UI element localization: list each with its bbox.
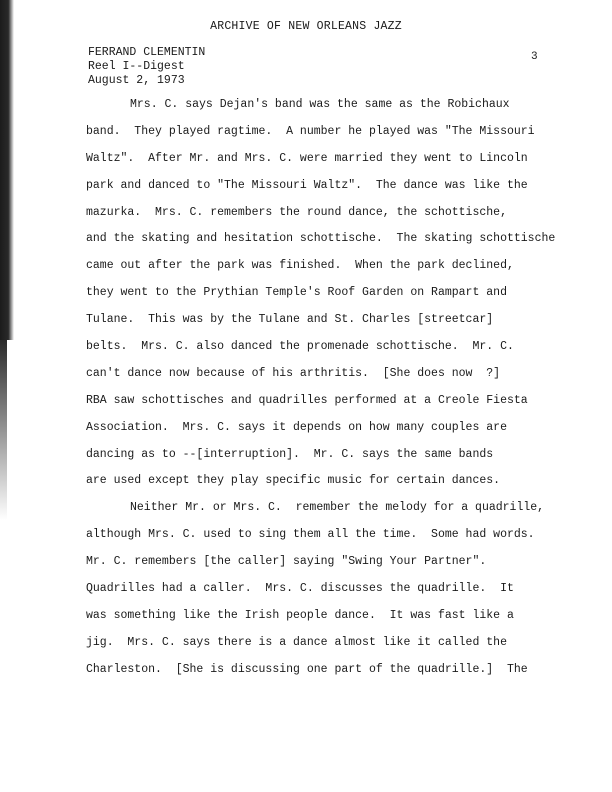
text-line: belts. Mrs. C. also danced the promenade schottische. Mr. C. bbox=[86, 340, 514, 354]
text-line: although Mrs. C. used to sing them all the time. Some had words. bbox=[86, 528, 535, 542]
text-line: are used except they play specific music for certain dances. bbox=[86, 474, 501, 488]
text-line: came out after the park was finished. When the park declined, bbox=[86, 259, 514, 273]
subject-name: FERRAND CLEMENTIN bbox=[88, 46, 206, 59]
text-line: Quadrilles had a caller. Mrs. C. discusses the quadrille. It bbox=[86, 582, 514, 596]
text-line: was something like the Irish people dance. It was fast like a bbox=[86, 608, 514, 622]
text-line: they went to the Prythian Temple's Roof Garden on Rampart and bbox=[86, 286, 507, 300]
text-line: park and danced to "The Missouri Waltz". The dance was like the bbox=[86, 178, 528, 192]
text-line: Tulane. This was by the Tulane and St. Charles [streetcar] bbox=[86, 313, 494, 327]
scan-edge-shadow-tail bbox=[0, 340, 7, 520]
text-line: Neither Mr. or Mrs. C. remember the melody for a quadrille, bbox=[130, 501, 545, 515]
text-line: Mr. C. remembers [the caller] saying "Swing Your Partner". bbox=[86, 555, 487, 569]
reel-label: Reel I--Digest bbox=[88, 60, 185, 73]
text-line: Association. Mrs. C. says it depends on how many couples are bbox=[86, 420, 507, 434]
text-line: RBA saw schottisches and quadrilles performed at a Creole Fiesta bbox=[86, 393, 528, 407]
archive-title: ARCHIVE OF NEW ORLEANS JAZZ bbox=[210, 20, 402, 33]
interview-date: August 2, 1973 bbox=[88, 74, 185, 87]
text-line: dancing as to --[interruption]. Mr. C. says the same bands bbox=[86, 447, 494, 461]
page-number: 3 bbox=[531, 51, 538, 63]
digest-body bbox=[86, 95, 566, 687]
scan-edge-shadow bbox=[0, 0, 14, 340]
text-line: and the skating and hesitation schottische. The skating schottische bbox=[86, 232, 556, 246]
text-line: Mrs. C. says Dejan's band was the same as the Robichaux bbox=[130, 98, 510, 111]
text-line: jig. Mrs. C. says there is a dance almost like it called the bbox=[86, 635, 507, 649]
text-line: Charleston. [She is discussing one part of the quadrille.] The bbox=[86, 662, 528, 676]
text-line: can't dance now because of his arthritis. [She does now ?] bbox=[86, 366, 501, 380]
text-line: band. They played ragtime. A number he played was "The Missouri bbox=[86, 124, 535, 138]
document-header bbox=[88, 46, 205, 88]
text-line: Waltz". After Mr. and Mrs. C. were married they went to Lincoln bbox=[86, 151, 528, 165]
text-line: mazurka. Mrs. C. remembers the round dance, the schottische, bbox=[86, 205, 507, 219]
